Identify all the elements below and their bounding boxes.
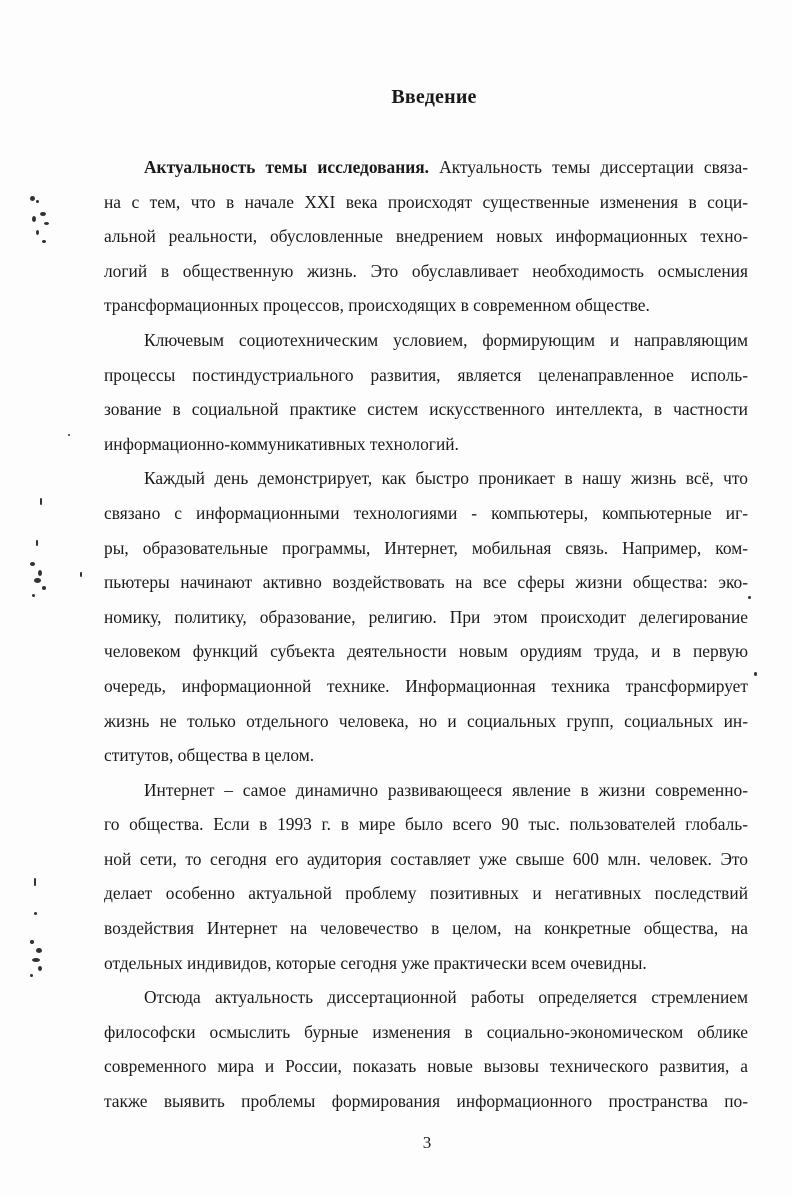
text-line: Интернет – самое динамично развивающееся явление в жизни современно- — [144, 779, 748, 800]
text-line: на с тем, что в начале XXI века происходят существенные изменения в соци- — [104, 191, 748, 212]
text-line: Каждый день демонстрирует, как быстро проникает в нашу жизнь всё, что — [144, 468, 748, 489]
paragraph-4 — [104, 773, 748, 981]
text-line: Ключевым социотехническим условием, формирующим и направляющим — [144, 329, 748, 350]
paragraph-1 — [104, 150, 748, 323]
text-line: зование в социальной практике систем искусственного интеллекта, в частности — [104, 399, 748, 420]
text-line: также выявить проблемы формирования информационного пространства по- — [104, 1091, 748, 1112]
text-line: Отсюда актуальность диссертационной работы определяется стремлением — [144, 987, 748, 1008]
text-line: ститутов, общества в целом. — [104, 745, 315, 766]
text-line: пьютеры начинают активно воздействовать на все сферы жизни общества: эко- — [104, 572, 748, 593]
page-title: Введение — [391, 86, 477, 108]
text-line: очередь, информационной технике. Информационная техника трансформирует — [104, 675, 748, 696]
text-line: отдельных индивидов, которые сегодня уже практически всем очевидны. — [104, 952, 647, 973]
text-line: логий в общественную жизнь. Это обуславливает необходимость осмысления — [104, 260, 748, 281]
text-line — [104, 150, 748, 185]
text-line: делает особенно актуальной проблему позитивных и негативных последствий — [104, 883, 748, 904]
text-line: человеком функций субъекта деятельности новым орудиям труда, и в первую — [104, 641, 748, 662]
text-line: современного мира и России, показать новые вызовы технического развития, а — [104, 1056, 748, 1077]
text-line: номику, политику, образование, религию. При этом происходит делегирование — [104, 606, 748, 627]
text-line: процессы постиндустриального развития, является целенаправленное исполь- — [104, 364, 748, 385]
text-line: альной реальности, обусловленные внедрением новых информационных техно- — [104, 226, 748, 247]
text-line: информационно-коммуникативных технологий. — [104, 433, 459, 454]
text-line: ной сети, то сегодня его аудитория составляет уже свыше 600 млн. человек. Это — [104, 848, 748, 869]
page-number: 3 — [422, 1133, 432, 1152]
text-span: Актуальность темы диссертации связа- — [429, 157, 749, 177]
paragraph-3 — [104, 461, 748, 772]
text-line: го общества. Если в 1993 г. в мире было всего 90 тыс. пользователей глобаль- — [104, 814, 748, 835]
paragraph-5 — [104, 980, 748, 1118]
paragraph-2 — [104, 323, 748, 461]
lead-bold-phrase: Актуальность темы исследования. — [144, 157, 430, 177]
text-line: философски осмыслить бурные изменения в социально-экономическом облике — [104, 1021, 748, 1042]
text-line: связано с информационными технологиями - компьютеры, компьютерные иг- — [104, 502, 748, 523]
text-line: трансформационных процессов, происходящих в современном обществе. — [104, 295, 650, 316]
body-text — [104, 150, 748, 1119]
text-line: ры, образовательные программы, Интернет, мобильная связь. Например, ком- — [104, 537, 748, 558]
text-line: воздействия Интернет на человечество в целом, на конкретные общества, на — [104, 918, 748, 939]
text-line: жизнь не только отдельного человека, но и социальных групп, социальных ин- — [104, 710, 748, 731]
